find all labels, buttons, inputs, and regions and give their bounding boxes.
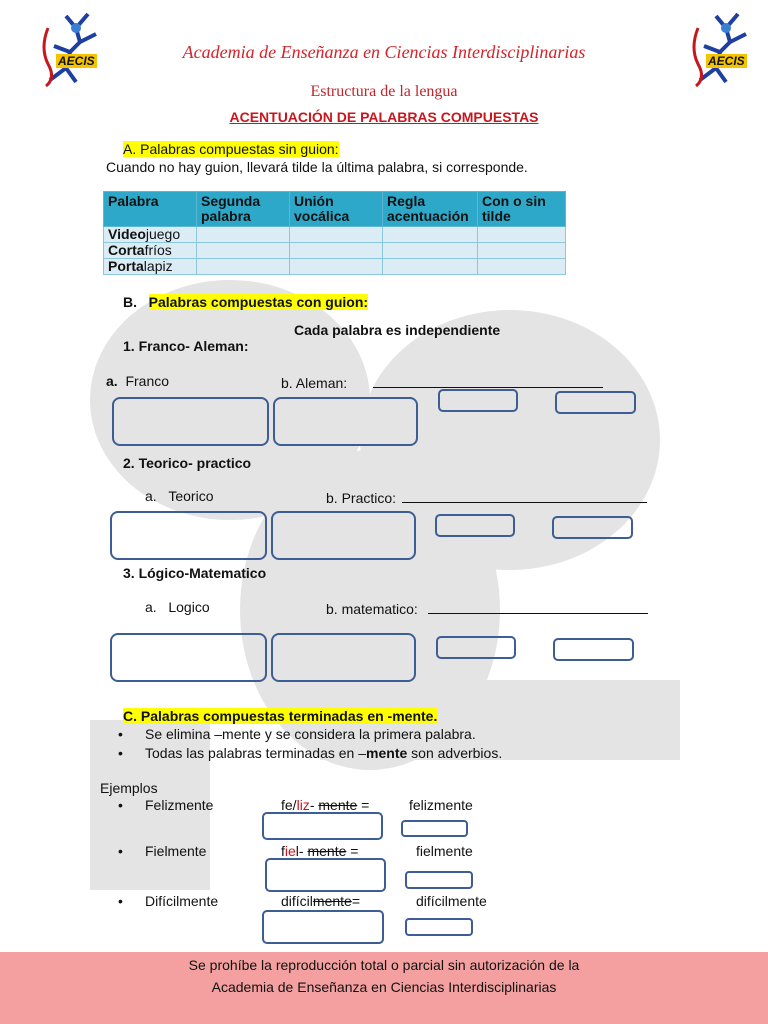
compound-words-table	[103, 191, 566, 275]
example-split: fiel- mente =	[281, 843, 359, 859]
page-title: ACENTUACIÓN DE PALABRAS COMPUESTAS	[229, 109, 539, 125]
logo-text: AECIS	[708, 54, 745, 68]
table-cell[interactable]	[197, 227, 290, 243]
section-a-description: Cuando no hay guion, llevará tilde la última palabra, si corresponde.	[106, 159, 528, 175]
section-c-heading: C. Palabras compuestas terminadas en -mente.	[123, 708, 438, 724]
footer-line: Academia de Enseñanza en Ciencias Interdisciplinarias	[211, 979, 557, 995]
table-cell: Cortafríos	[104, 243, 197, 259]
item-part-b: b. Practico:	[326, 488, 647, 506]
table-cell[interactable]	[383, 259, 478, 275]
subject-title: Estructura de la lengua	[310, 83, 458, 100]
section-a-heading: A. Palabras compuestas sin guion:	[123, 141, 339, 157]
section-b-note: Cada palabra es independiente	[294, 322, 501, 338]
table-row	[104, 259, 566, 275]
table-cell[interactable]	[290, 243, 383, 259]
answer-box[interactable]	[271, 633, 416, 682]
section-b-heading: B. Palabras compuestas con guion:	[123, 294, 369, 310]
example-word: • Difícilmente	[145, 893, 218, 909]
table-cell[interactable]	[197, 243, 290, 259]
answer-box[interactable]	[112, 397, 269, 446]
answer-box[interactable]	[262, 812, 383, 840]
examples-label: Ejemplos	[100, 780, 158, 796]
answer-box[interactable]	[435, 514, 515, 537]
table-header-row	[104, 192, 566, 227]
table-header: Palabra	[104, 192, 197, 227]
item-part-b: b. matematico:	[326, 599, 648, 617]
answer-box[interactable]	[552, 516, 633, 539]
item-title: 3. Lógico-Matematico	[123, 565, 267, 581]
answer-box[interactable]	[262, 910, 384, 944]
item-part-a: a. Teorico	[145, 488, 214, 504]
table-header: Segunda palabra	[197, 192, 290, 227]
table-cell[interactable]	[197, 259, 290, 275]
list-item: • Todas las palabras terminadas en –mente son adverbios.	[145, 745, 502, 761]
footer-line: Se prohíbe la reproducción total o parcial sin autorización de la	[188, 957, 580, 973]
item-title: 1. Franco- Aleman:	[123, 338, 249, 354]
answer-box[interactable]	[405, 918, 473, 936]
footer-notice	[0, 952, 768, 1024]
list-item: • Se elimina –mente y se considera la primera palabra.	[145, 726, 476, 742]
item-part-b: b. Aleman:	[281, 373, 603, 391]
table-cell[interactable]	[383, 227, 478, 243]
example-word: • Felizmente	[145, 797, 213, 813]
table-cell[interactable]	[478, 243, 566, 259]
table-cell[interactable]	[383, 243, 478, 259]
example-result: difícilmente	[416, 893, 487, 909]
example-result: fielmente	[416, 843, 473, 859]
answer-box[interactable]	[436, 636, 516, 659]
answer-box[interactable]	[265, 858, 386, 892]
example-split: difícilmente=	[281, 893, 361, 909]
answer-box[interactable]	[271, 511, 416, 560]
answer-box[interactable]	[438, 389, 518, 412]
example-word: • Fielmente	[145, 843, 206, 859]
table-header: Unión vocálica	[290, 192, 383, 227]
answer-box[interactable]	[555, 391, 636, 414]
academy-name: Academia de Enseñanza en Ciencias Interdisciplinarias	[182, 42, 586, 62]
table-cell[interactable]	[290, 259, 383, 275]
item-part-a: a. Logico	[145, 599, 210, 615]
answer-box[interactable]	[553, 638, 634, 661]
table-cell[interactable]	[478, 227, 566, 243]
answer-line[interactable]	[402, 488, 647, 503]
answer-box[interactable]	[110, 511, 267, 560]
item-part-a: a. Franco	[106, 373, 170, 389]
table-cell: Videojuego	[104, 227, 197, 243]
answer-box[interactable]	[273, 397, 418, 446]
example-split: fe/liz- mente =	[281, 797, 370, 813]
table-header: Regla acentuación	[383, 192, 478, 227]
table-cell: Portalapiz	[104, 259, 197, 275]
table-row	[104, 227, 566, 243]
answer-line[interactable]	[373, 373, 603, 388]
table-row	[104, 243, 566, 259]
example-result: felizmente	[409, 797, 473, 813]
table-cell[interactable]	[478, 259, 566, 275]
answer-box[interactable]	[110, 633, 267, 682]
table-cell[interactable]	[290, 227, 383, 243]
answer-box[interactable]	[405, 871, 473, 889]
table-header: Con o sin tilde	[478, 192, 566, 227]
answer-box[interactable]	[401, 820, 468, 837]
item-title: 2. Teorico- practico	[123, 455, 252, 471]
answer-line[interactable]	[428, 599, 648, 614]
logo-text: AECIS	[58, 54, 95, 68]
